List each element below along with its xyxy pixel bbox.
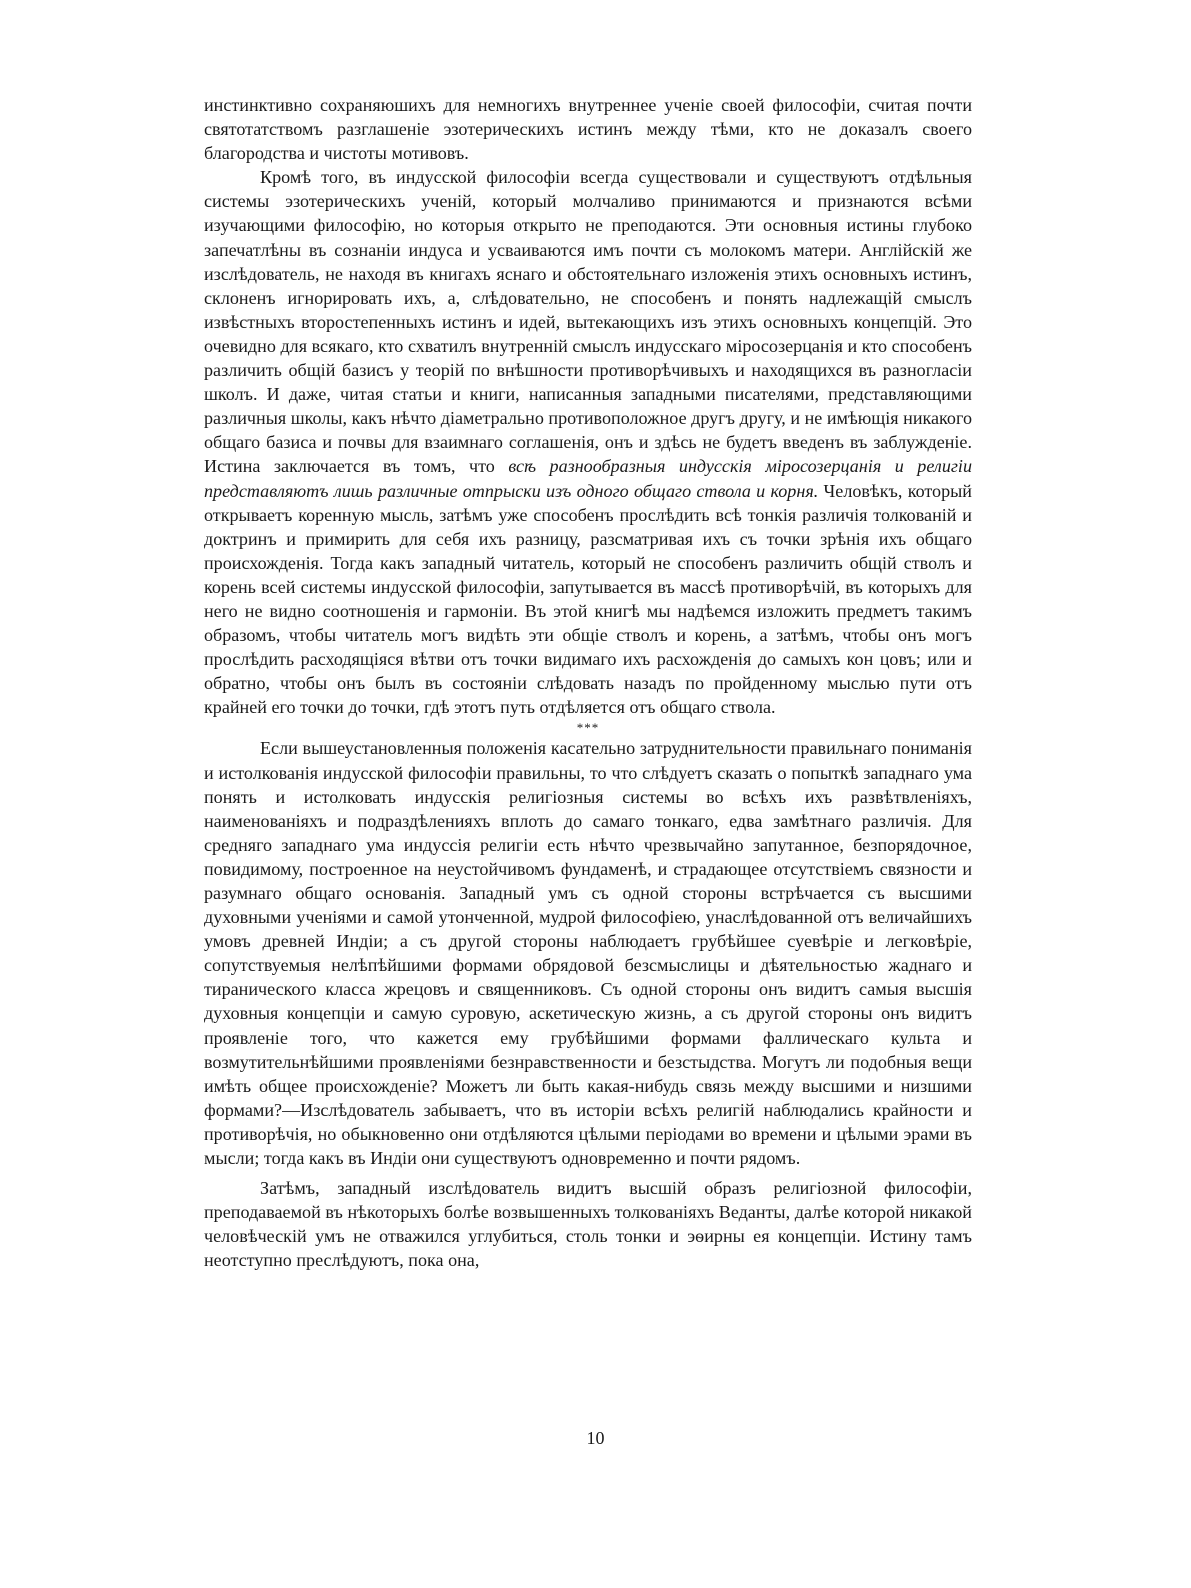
paragraph-2-emphasis: всѣ разнообразныя индусскія міросозерцанія и религіи представляютъ лишь различные отпрыски изъ одного общаго ствола и корня. xyxy=(204,456,973,501)
paragraph-3: Если вышеустановленныя положенія касательно затруднительности правильнаго пониманія и истолкованія индусской философіи правильны, то что слѣдуетъ сказать о попыткѣ западнаго ума понять и истолковать индусскія религіозныя системы во всѣхъ ихъ развѣтвленіяхъ, наименованіяхъ и подраздѣленияхъ вплоть до самаго тонкаго, едва замѣтнаго различія. Для средняго западнаго ума индуссія религіи есть нѣчто чрезвычайно запутанное, безпорядочное, повидимому, построенное на неустойчивомъ фундаменѣ, и страдающее отсутствіемъ связности и разумнаго общаго основанія. Западный умъ съ одной стороны встрѣчается съ высшими духовными ученіями и самой утонченной, мудрой философіею, унаслѣдованной отъ величайшихъ умовъ древней Индіи; а съ другой стороны наблюдаетъ грубѣйшее суевѣріе и легковѣріе, сопутствуемыя нелѣпѣйшими формами обрядовой безсмыслицы и дѣятельностью жаднаго и тиранического класса жрецовъ и священниковъ. Съ одной стороны онъ видитъ самыя высшія духовныя концепціи и самую суровую, аскетическую жизнь, а съ другой стороны онъ видитъ проявленіе того, что кажется ему грубѣйшими формами фаллическаго культа и возмутительнѣйшими проявленіями безнравственности и безстыдства. Могутъ ли подобныя вещи имѣть общее происхожденіе? Можетъ ли быть какая-нибудь связь между высшими и низшими формами?—Изслѣдователь забываетъ, что въ исторіи всѣхъ религій наблюдались крайности и противорѣчія, но обыкновенно они отдѣляются цѣлыми періодами во времени и цѣлыми эрами въ мысли; тогда какъ въ Индіи они существуютъ одновременно и почти рядомъ. xyxy=(204,738,972,1169)
paragraph-2-continuation: Человѣкъ, который открываетъ коренную мысль, затѣмъ уже способенъ прослѣдить всѣ тонкія различія толкованій и доктринъ и примирить для себя ихъ разницу, разсматривая ихъ съ точки зрѣнія ихъ общаго происхожденія. Тогда какъ западный читатель, который не способенъ различить общій стволъ и корень всей системы индусской философіи, запутывается въ массѣ противорѣчій, въ которыхъ для него не видно соотношенія и гармоніи. Въ этой книгѣ мы надѣемся изложить предметъ такимъ образомъ, чтобы читатель могъ видѣть эти общіе стволъ и корень, а затѣмъ, чтобы онъ могъ прослѣдить расходящіяся вѣтви отъ точки видимаго ихъ расхожденія до самыхъ кон цовъ; или и обратно, чтобы онъ былъ въ состояніи слѣдовать назадъ по пройденному мыслью пути отъ крайней его точки до точки, гдѣ этотъ путь отдѣляется отъ общаго ствола. xyxy=(204,480,972,718)
body-text xyxy=(204,93,972,1273)
paragraph-2-text: Кромѣ того, въ индусской философіи всегда существовали и существуютъ отдѣльныя системы эзотерическихъ ученій, который молчаливо принимаются и признаются всѣми изучающими философію, но которыя открыто не преподаются. Эти основныя истины глубоко запечатлѣны въ сознаніи индуса и усваиваются имъ почти съ молокомъ матери. Англійскій же изслѣдователь, не находя въ книгахъ яснаго и обстоятельнаго изложенія этихъ основныхъ истинъ, склоненъ игнорировать ихъ, а, слѣдовательно, не способенъ и понять надлежащій смыслъ извѣстныхъ второстепенныхъ истинъ и идей, вытекающихъ изъ этихъ основныхъ концепцій. Это очевидно для всякаго, кто схватилъ внутренній смыслъ индусскаго міросозерцанія и кто способенъ различить общій базисъ у теорій по внѣшности противорѣчивыхъ и находящихся въ разногласіи школъ. И даже, читая статьи и книги, написанныя западными писателями, представляющими различныя школы, какъ нѣчто діаметрально противоположное другъ другу, и не имѣющія никакого общаго базиса и почвы для взаимнаго соглашенія, онъ и здѣсь не будетъ введенъ въ заблужденіе. Истина заключается въ томъ, что xyxy=(204,167,972,477)
page-number: 10 xyxy=(586,1428,605,1448)
section-separator: *** xyxy=(576,720,600,736)
paragraph-4: Затѣмъ, западный изслѣдователь видитъ высшій образъ религіозной философіи, преподаваемой въ нѣкоторыхъ болѣе возвышенныхъ толкованіяхъ Веданты, далѣе которой никакой человѣческій умъ не отважился углубиться, столь тонки и эѳирны ея концепціи. Истину тамъ неотступно преслѣдуютъ, пока она, xyxy=(204,1178,972,1271)
paragraph-1: инстинктивно сохраняюшихъ для немногихъ внутреннее ученіе своей философіи, считая почти святотатствомъ разглашеніе эзотерическихъ истинъ между тѣми, кто не доказалъ своего благородства и чистоты мотивовъ. xyxy=(204,95,972,164)
paragraph-2 xyxy=(204,165,972,719)
